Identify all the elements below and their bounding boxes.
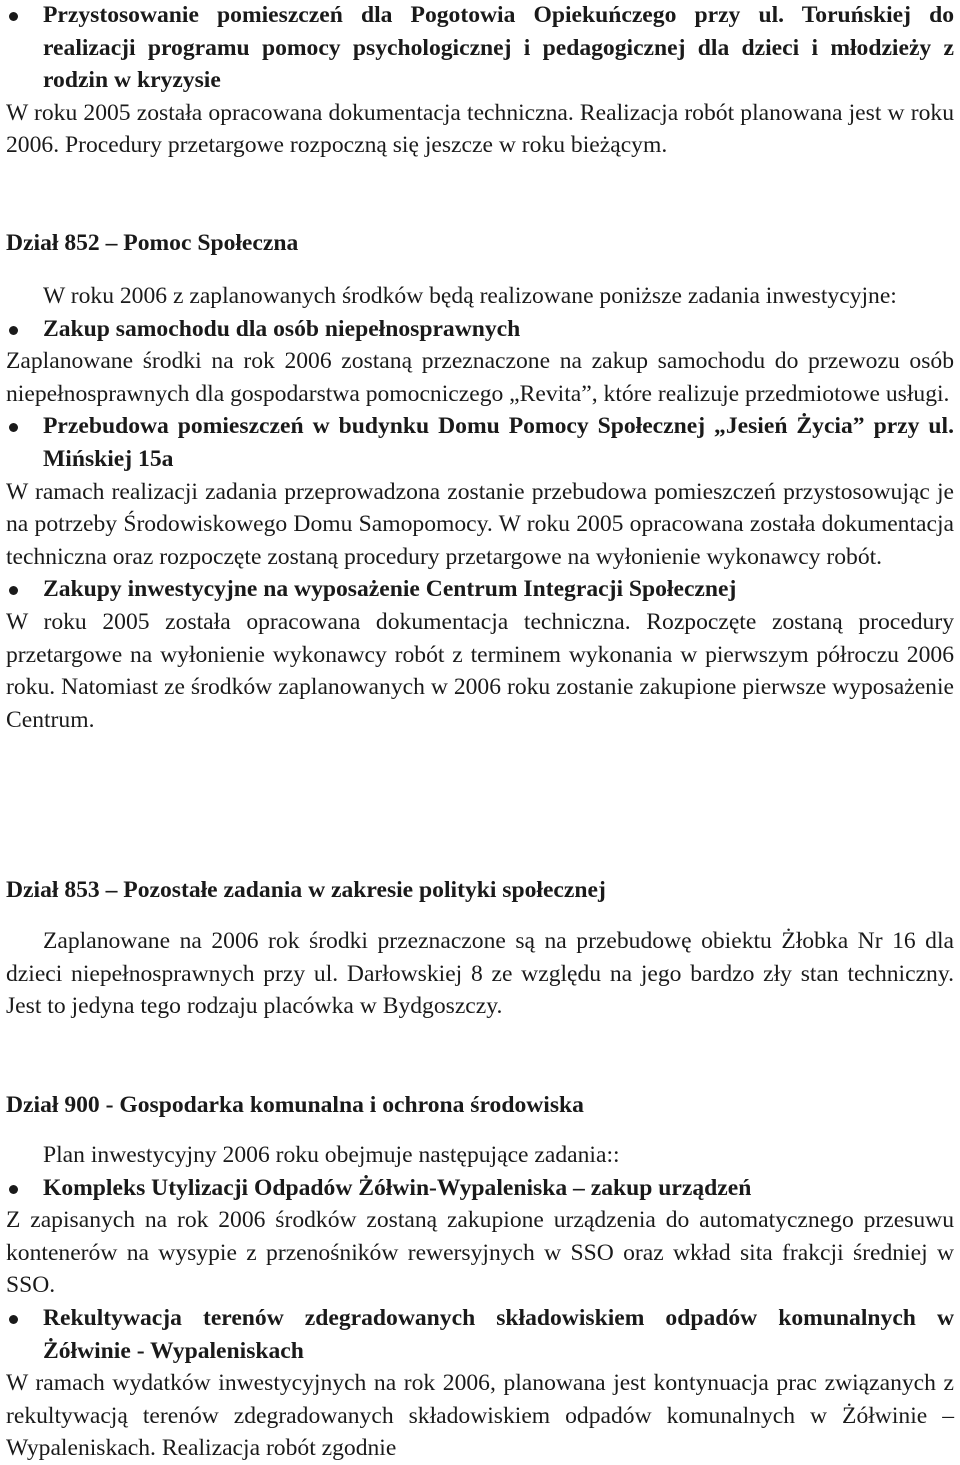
item-title: Rekultywacja terenów zdegradowanych składowiskiem odpadów komunalnych w Żółwinie - Wypaleniskach: [43, 1304, 954, 1364]
section-853-body: Zaplanowane na 2006 rok środki przeznaczone są na przebudowę obiektu Żłobka Nr 16 dla dzieci niepełnosprawnych przy ul. Darłowskiej 8 ze względu na jego bardzo zły stan techniczny. Jest to jedyna tego rodzaju placówka w Bydgoszczy.: [6, 928, 954, 1020]
bullet-icon: [9, 586, 18, 595]
section-852-body: [6, 280, 954, 736]
bullet-icon: [9, 326, 18, 335]
item-title: Przebudowa pomieszczeń w budynku Domu Pomocy Społecznej „Jesień Życia” przy ul. Mińskiej 15a: [43, 413, 954, 472]
section-top: [6, 0, 954, 162]
bullet-item-przebudowa-dps: [6, 410, 954, 475]
bullet-icon: [9, 12, 18, 21]
bullet-icon: [9, 423, 18, 432]
section-900-intro: Plan inwestycyjny 2006 roku obejmuje następujące zadania::: [43, 1142, 620, 1168]
bullet-icon: [9, 1315, 18, 1324]
item-body: Z zapisanych na rok 2006 środków zostaną zakupione urządzenia do automatycznego przesuwu kontenerów na wysypie z przenośników rewersyjnych w SSO oraz wkład sita frakcji średniej w SSO.: [6, 1207, 954, 1299]
section-853-heading: Dział 853 – Pozostałe zadania w zakresie polityki społecznej: [6, 877, 606, 903]
item-title: Kompleks Utylizacji Odpadów Żółwin-Wypaleniska – zakup urządzeń: [43, 1174, 752, 1201]
item-body: W ramach wydatków inwestycyjnych na rok 2006, planowana jest kontynuacja prac związanych z rekultywacją terenów zdegradowanych składowiskiem odpadów komunalnych w Żółwinie – Wypaleniskach. Realizacja robót zgodnie: [6, 1370, 954, 1462]
section-900-body: [6, 1139, 954, 1465]
item-body: Zaplanowane środki na rok 2006 zostaną przeznaczone na zakup samochodu do przewozu osób niepełnosprawnych dla gospodarstwa pomocniczego „Revita”, które realizuje przedmiotowe usługi.: [6, 348, 954, 407]
bullet-item-rekultywacja: [6, 1302, 954, 1367]
section-900: [6, 1089, 954, 1122]
item-body: W roku 2005 została opracowana dokumentacja techniczna. Rozpoczęte zostaną procedury przetargowe na wyłonienie wykonawcy robót z terminem wykonania w pierwszym półroczu 2006 roku. Natomiast ze środków zaplanowanych w 2006 roku zostanie zakupione pierwsze wyposażenie Centrum.: [6, 608, 954, 733]
section-852-heading: Dział 852 – Pomoc Społeczna: [6, 230, 299, 256]
item-body: W ramach realizacji zadania przeprowadzona zostanie przebudowa pomieszczeń przystosowując je na potrzeby Środowiskowego Domu Samopomocy. W roku 2005 opracowana została dokumentacja techniczna oraz rozpoczęte zostaną procedury przetargowe na wyłonienie wykonawcy robót.: [6, 478, 954, 570]
bullet-item-samochod: [6, 313, 954, 346]
section-853: [6, 874, 954, 907]
bullet-item-pogotowie: [6, 0, 954, 97]
section-900-heading: Dział 900 - Gospodarka komunalna i ochrona środowiska: [6, 1092, 584, 1118]
item-title: Zakupy inwestycyjne na wyposażenie Centrum Integracji Społecznej: [43, 576, 737, 603]
section-852-intro: W roku 2006 z zaplanowanych środków będą realizowane poniższe zadania inwestycyjne:: [43, 283, 897, 309]
bullet-icon: [9, 1185, 18, 1194]
item-body: W roku 2005 została opracowana dokumentacja techniczna. Realizacja robót planowana jest w roku 2006. Procedury przetargowe rozpoczną się jeszcze w roku bieżącym.: [6, 99, 954, 159]
item-title: Przystosowanie pomieszczeń dla Pogotowia Opiekuńczego przy ul. Toruńskiej do realizacji programu pomocy psychologicznej i pedagogicznej dla dzieci i młodzieży z rodzin w kryzysie: [43, 2, 954, 94]
bullet-item-cis: [6, 573, 954, 606]
section-852-heading-wrap: [6, 227, 954, 260]
section-853-body-wrap: [6, 925, 954, 1023]
item-title: Zakup samochodu dla osób niepełnosprawnych: [43, 315, 521, 342]
bullet-item-kompleks: [6, 1172, 954, 1205]
